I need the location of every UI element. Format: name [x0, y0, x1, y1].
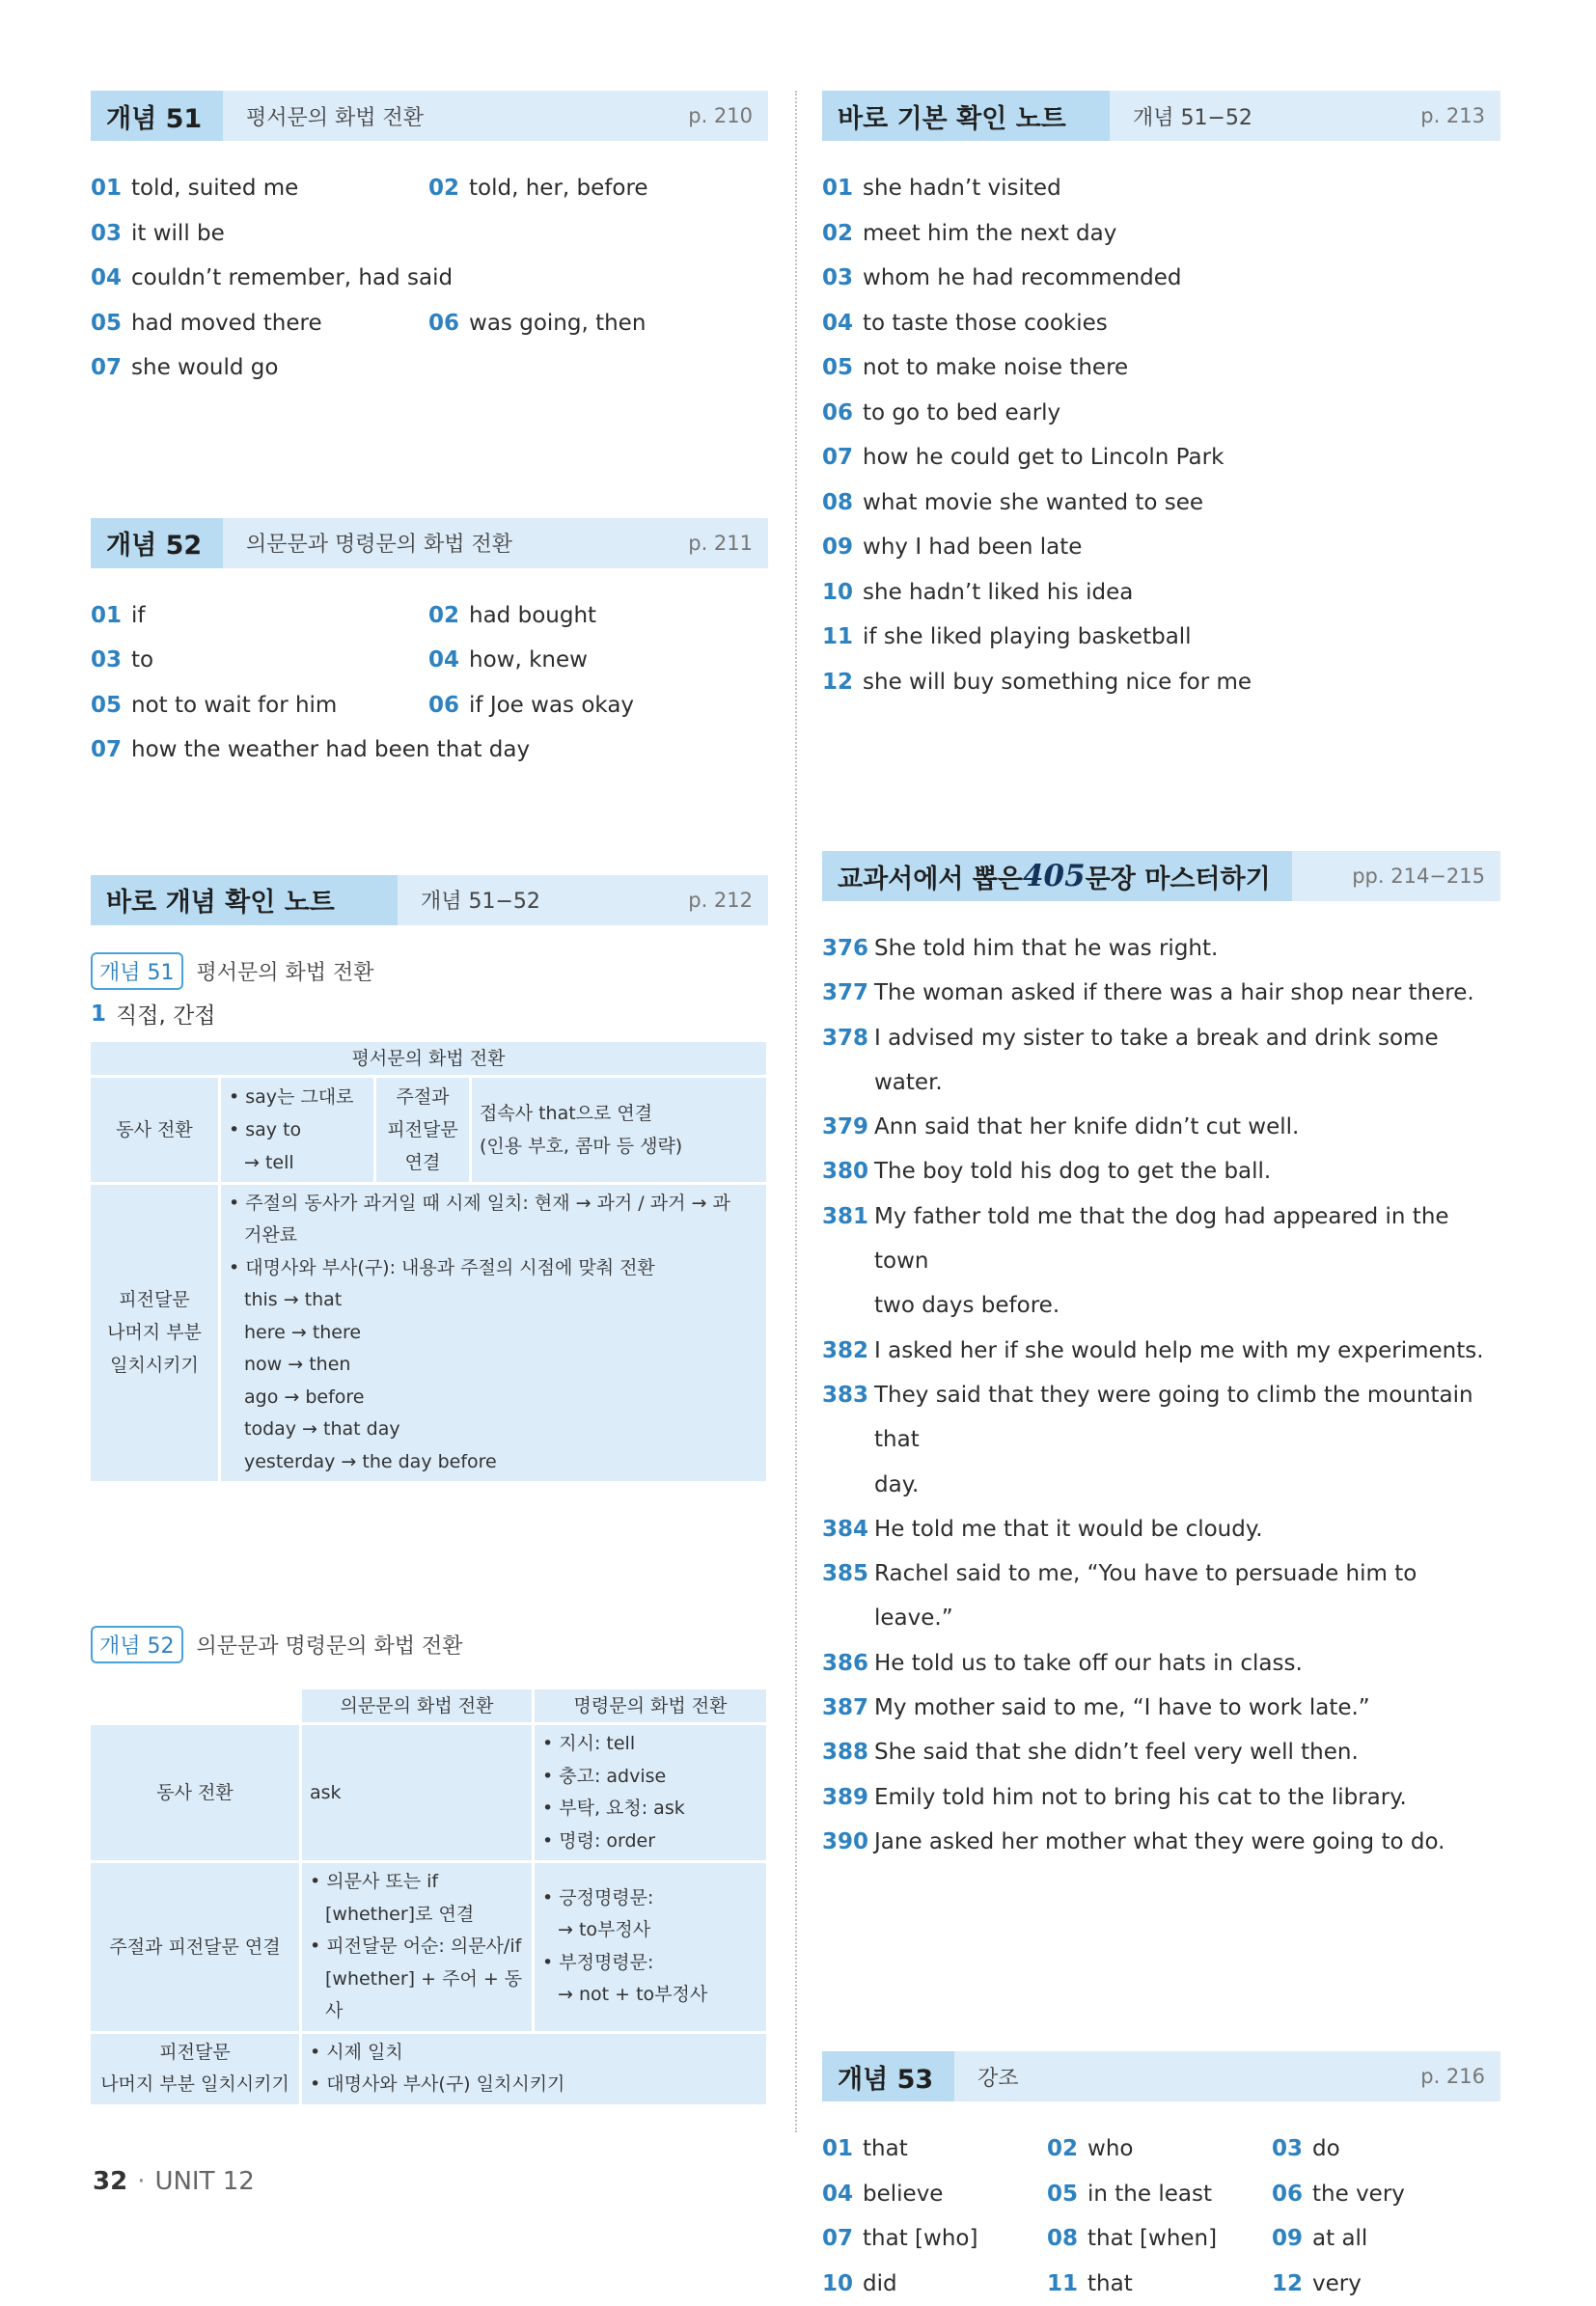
table-cell: • 주절의 동사가 과거일 때 시제 일치: 현재 → 과거 / 과거 → 과 거완료 • 대명사와 부사(구): 내용과 주절의 시점에 맞춰 전환 this → that here → there now → then ago → before today → that day yesterday → the day before: [221, 1185, 766, 1482]
section-tab: 개념 51: [91, 91, 223, 141]
answer-item: 06 if Joe was okay: [428, 692, 635, 718]
table-cell: • 의문사 또는 if [whether]로 연결 • 피전달문 어순: 의문사/if [whether] + 주어 + 동 사: [302, 1863, 532, 2031]
page-number: 32: [93, 2167, 128, 2196]
sentence-item: 386 He told us to take off our hats in class.: [822, 1650, 1303, 1676]
page-ref: pp. 214−215: [1352, 865, 1485, 888]
section-range: 개념 51−52: [1133, 105, 1252, 130]
left-column: [91, 91, 768, 2107]
section-header-51: [91, 91, 768, 141]
answer-grid-52: [91, 593, 768, 773]
answer-item: 11 that: [1047, 2270, 1133, 2296]
right-column: [822, 91, 1500, 2306]
answer-item: 10 she hadn’t liked his idea: [822, 579, 1134, 605]
answer-grid-53: [822, 2127, 1500, 2306]
answer-item: 01 she hadn’t visited: [822, 176, 1061, 201]
answer-item: 11 if she liked playing basketball: [822, 624, 1192, 649]
answer-item: 04 couldn’t remember, had said: [91, 265, 454, 290]
answer-item: 05 in the least: [1047, 2181, 1212, 2207]
answer-item: 08 that [when]: [1047, 2226, 1218, 2252]
answer-item: 07 she would go: [91, 355, 279, 380]
sentence-item: 376 She told him that he was right.: [822, 936, 1219, 961]
concept-tag: 개념 51: [91, 952, 183, 990]
answer-item: 08 what movie she wanted to see: [822, 489, 1204, 515]
concept-51-heading: [91, 950, 768, 993]
sentence-item: 388 She said that she didn’t feel very well then.: [822, 1740, 1359, 1766]
answer-item: 04 to taste those cookies: [822, 310, 1108, 336]
concept-tag: 개념 52: [91, 1626, 183, 1663]
table-header: 명령문의 화법 전환: [535, 1689, 766, 1722]
answer-item: 04 believe: [822, 2181, 944, 2207]
table-row-label: 피전달문 나머지 부분 일치시키기: [91, 1185, 218, 1482]
table-cell: • 지시: tell • 충고: advise • 부탁, 요청: ask • 명령: order: [535, 1725, 766, 1860]
answer-item: 12 she will buy something nice for me: [822, 669, 1252, 695]
answer-item: 02 meet him the next day: [822, 220, 1117, 246]
section-header-52: [91, 518, 768, 568]
table-row-label: 동사 전환: [91, 1078, 218, 1182]
master-sentences-list: [822, 926, 1500, 1864]
basic-note-answers: [822, 166, 1500, 704]
answer-item: 03 to: [91, 647, 154, 673]
answer-item: 05 had moved there: [91, 310, 322, 336]
sentence-item: 390 Jane asked her mother what they were going to do.: [822, 1828, 1445, 1854]
answer-item: 06 the very: [1272, 2181, 1405, 2207]
answer-item: 02 told, her, before: [428, 176, 648, 201]
answer-item: 06 to go to bed early: [822, 399, 1061, 426]
section-header-53: [822, 2051, 1500, 2101]
answer-item: 01 if: [91, 602, 146, 628]
answer-item: 03 do: [1272, 2136, 1340, 2162]
answer-item: 07 how he could get to Lincoln Park: [822, 445, 1225, 470]
sentence-item: 382 I asked her if she would help me with my experiments.: [822, 1337, 1484, 1363]
sentence-item: 380 The boy told his dog to get the ball.: [822, 1159, 1272, 1185]
answer-item: 05 not to wait for him: [91, 692, 338, 718]
answer-item: 03 it will be: [91, 220, 225, 246]
table-corner: [91, 1689, 299, 1722]
table-cell: 접속사 that으로 연결 (인용 부호, 콤마 등 생략): [472, 1078, 766, 1182]
section-tab: 바로 기본 확인 노트: [822, 91, 1110, 141]
table-cell: • 시제 일치 • 대명사와 부사(구) 일치시키기: [302, 2034, 766, 2104]
sentence-item: 379 Ann said that her knife didn’t cut well.: [822, 1114, 1300, 1140]
unit-label: UNIT 12: [154, 2167, 255, 2196]
answer-item: 07 that [who]: [822, 2226, 978, 2252]
page-ref: p. 213: [1420, 104, 1485, 127]
page-footer: [93, 2167, 255, 2196]
answer-item: 03 whom he had recommended: [822, 265, 1182, 290]
master-sentences-header: [822, 851, 1500, 901]
sentence-item: 384 He told me that it would be cloudy.: [822, 1516, 1263, 1542]
sentence-item: 385 Rachel said to me, “You have to persuade him to leave.”: [822, 1561, 1417, 1632]
sentence-item: 377 The woman asked if there was a hair shop near there.: [822, 980, 1474, 1006]
table-cell: ask: [302, 1725, 532, 1860]
section-tab: 교과서에서 뽑은 405 문장 마스터하기: [822, 851, 1292, 901]
answer-item: 09 at all: [1272, 2226, 1368, 2252]
page-ref: p. 212: [688, 888, 753, 912]
sentence-item: 378 I advised my sister to take a break and drink some water.: [822, 1025, 1439, 1095]
answer-item: 02 had bought: [428, 602, 597, 628]
answer-item: 1 직접, 간접: [91, 1001, 216, 1029]
concept-note-header: [91, 875, 768, 925]
answer-grid-51: [91, 166, 768, 391]
section-tab: 개념 52: [91, 518, 223, 568]
page-ref: p. 211: [688, 531, 753, 555]
concept-52-heading: [91, 1623, 768, 1665]
answer-item: 07 how the weather had been that day: [91, 737, 531, 762]
table-row-label: 동사 전환: [91, 1725, 299, 1860]
answer-item: 10 did: [822, 2270, 897, 2296]
table-title: 평서문의 화법 전환: [91, 1042, 766, 1075]
table-cell: • say는 그대로 • say to → tell: [221, 1078, 373, 1182]
table-row-label: 주절과 피전달문 연결: [91, 1863, 299, 2031]
answer-item: 01 told, suited me: [91, 176, 299, 201]
sentence-item: 383 They said that they were going to climb the mountain that day.: [822, 1382, 1473, 1497]
answer-item: 12 very: [1272, 2270, 1362, 2296]
section-tab: 바로 개념 확인 노트: [91, 875, 398, 925]
section-title: 강조: [977, 2066, 1019, 2091]
page-ref: p. 216: [1420, 2065, 1485, 2089]
footer-separator: ·: [137, 2167, 146, 2196]
question-command-conversion-table: [88, 1687, 769, 2107]
page-ref: p. 210: [688, 104, 753, 127]
answer-item: 04 how, knew: [428, 647, 588, 673]
answer-item: 09 why I had been late: [822, 535, 1083, 560]
table-row-label: 피전달문 나머지 부분 일치시키기: [91, 2034, 299, 2104]
answer-item: 01 that: [822, 2136, 908, 2162]
column-divider: [795, 91, 797, 2132]
declarative-conversion-table: [88, 1039, 769, 1485]
concept-title: 평서문의 화법 전환: [196, 961, 374, 985]
table-cell: 주절과 피전달문 연결: [376, 1078, 469, 1182]
section-title: 의문문과 명령문의 화법 전환: [246, 533, 513, 557]
answer-item: 06 was going, then: [428, 310, 647, 336]
table-header: 의문문의 화법 전환: [302, 1689, 532, 1722]
section-range: 개념 51−52: [421, 890, 540, 914]
answer-item: 05 not to make noise there: [822, 355, 1129, 380]
section-title: 평서문의 화법 전환: [246, 105, 425, 130]
section-tab: 개념 53: [822, 2051, 954, 2101]
answer-item: 02 who: [1047, 2136, 1134, 2162]
sentence-item: 389 Emily told him not to bring his cat to the library.: [822, 1784, 1407, 1810]
sentence-item: 387 My mother said to me, “I have to work late.”: [822, 1695, 1370, 1721]
table-cell: • 긍정명령문: → to부정사 • 부정명령문: → not + to부정사: [535, 1863, 766, 2031]
basic-note-header: [822, 91, 1500, 141]
concept-title: 의문문과 명령문의 화법 전환: [196, 1633, 463, 1659]
sentence-item: 381 My father told me that the dog had appeared in the town two days before.: [822, 1203, 1449, 1319]
